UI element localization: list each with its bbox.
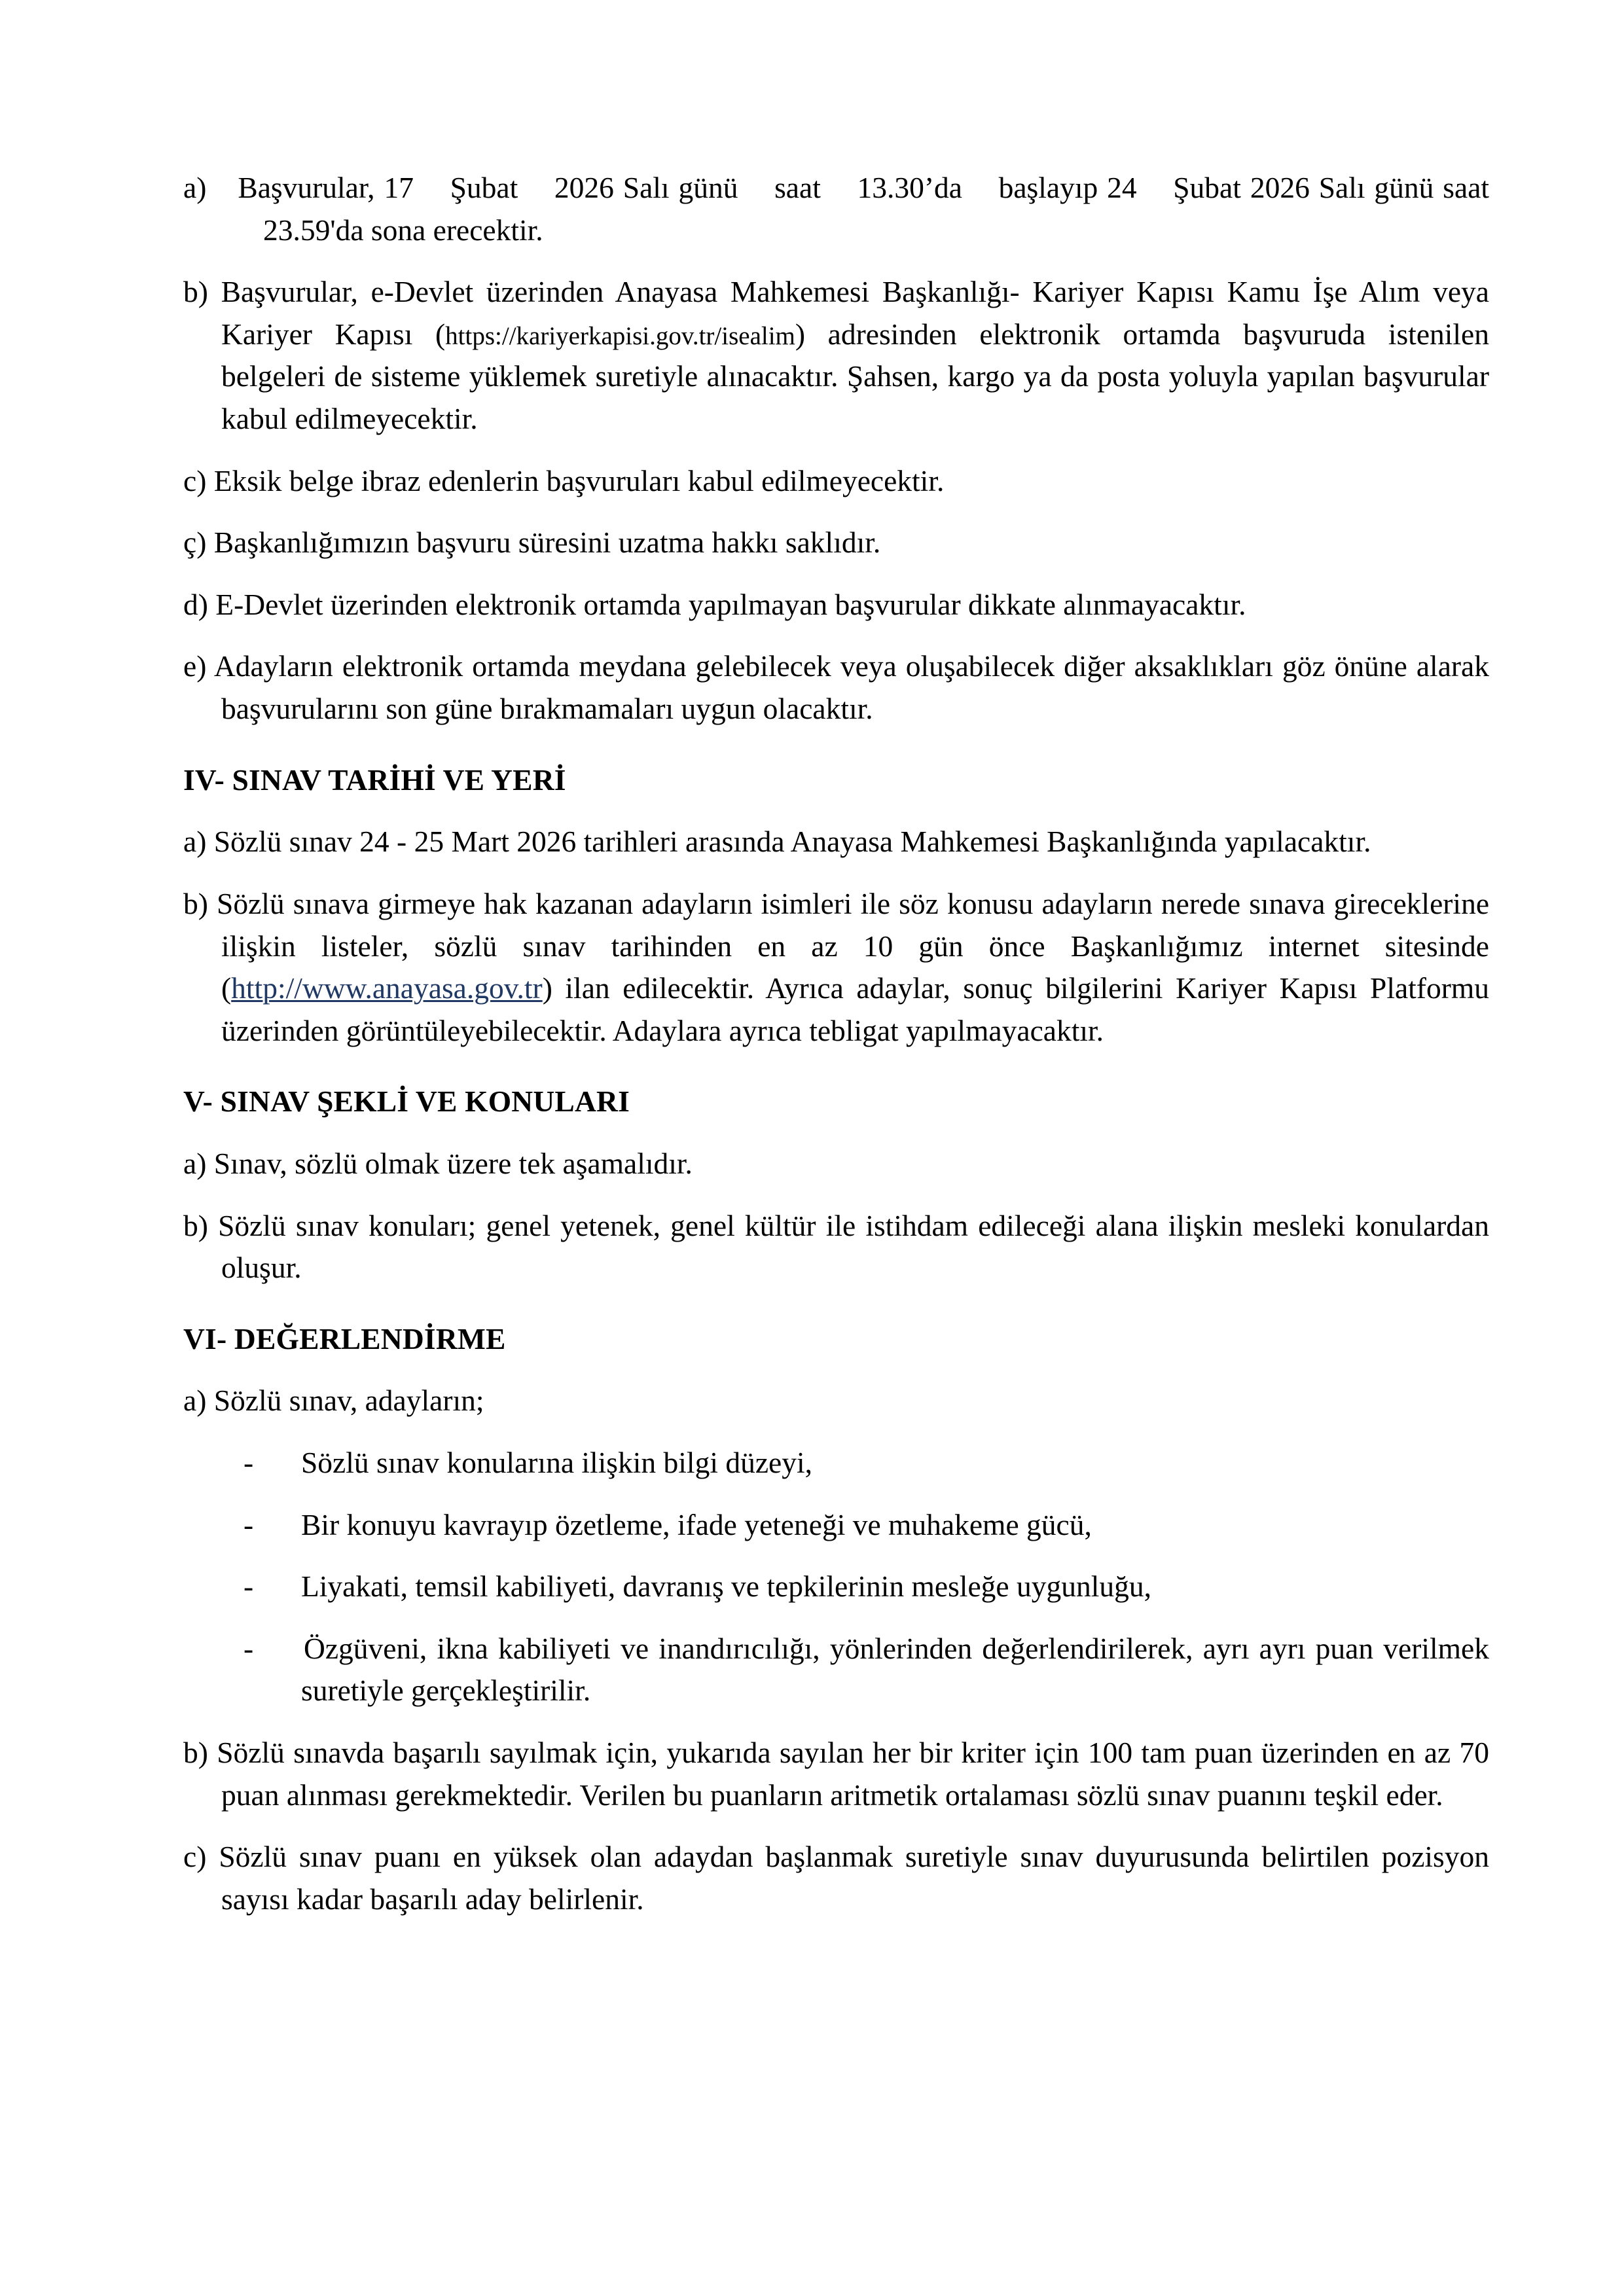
heading-section-vi: VI- DEĞERLENDİRME bbox=[183, 1321, 506, 1355]
application-d-text: E-Devlet üzerinden elektronik ortamda yapılmayan başvurular dikkate alınmayacaktır. bbox=[215, 587, 1246, 621]
paragraph-application-d bbox=[183, 584, 1489, 626]
list-marker-vi-b: b) bbox=[183, 1736, 208, 1770]
criteria-text-2: Bir konuyu kavrayıp özetleme, ifade yeteneği ve muhakeme gücü, bbox=[301, 1507, 1092, 1541]
vi-b-text: Sözlü sınavda başarılı sayılmak için, yukarıda sayılan her bir kriter için 100 tam puan üzerinden en az 70 puan alınması gerekmektedir. Verilen bu puanların aritmetik ortalaması sözlü sınav puanını teşkil eder. bbox=[217, 1736, 1490, 1812]
v-b-text: Sözlü sınav konuları; genel yetenek, genel kültür ile istihdam edileceği alana ilişkin mesleki konulardan oluşur. bbox=[218, 1208, 1489, 1285]
list-item bbox=[183, 1504, 1489, 1547]
iv-b-text-before-url: Sözlü sınava girmeye hak kazanan adayların isimleri ile söz konusu adayların nerede sınava gireceklerine ilişkin listeler, sözlü sınav tarihinden en az 10 gün önce Başkanlığımız internet sitesinde ( bbox=[217, 886, 1490, 1005]
list-marker-vi-c: c) bbox=[183, 1840, 207, 1874]
list-item bbox=[183, 1628, 1489, 1712]
list-marker-e: e) bbox=[183, 649, 207, 683]
list-marker-v-b: b) bbox=[183, 1208, 208, 1242]
application-a-part2: Şubat bbox=[450, 171, 518, 204]
list-marker-v-a: a) bbox=[183, 1146, 207, 1180]
criteria-list bbox=[183, 1442, 1489, 1712]
document-body bbox=[183, 167, 1489, 1921]
list-marker-c-cedilla: ç) bbox=[183, 526, 207, 560]
paragraph-application-b bbox=[183, 271, 1489, 440]
iv-b-text-after-url: ) ilan edilecektir. Ayrıca adaylar, sonuç bilgilerini Kariyer Kapısı Platformu üzerinden görüntüleyebilecektir. Adaylara ayrıca tebligat yapılmayacaktır. bbox=[221, 971, 1489, 1047]
heading-section-v: V- SINAV ŞEKLİ VE KONULARI bbox=[183, 1085, 630, 1119]
iv-a-text: Sözlü sınav 24 - 25 Mart 2026 tarihleri arasında Anayasa Mahkemesi Başkanlığında yapılacaktır. bbox=[213, 825, 1371, 859]
application-b-text-after-url: ) adresinden elektronik ortamda başvuruda istenilen belgeleri de sisteme yüklemek suretiyle alınacaktır. Şahsen, kargo ya da posta yoluyla yapılan başvurular kabul edilmeyecektir. bbox=[221, 317, 1489, 436]
application-e-text: Adayların elektronik ortamda meydana gelebilecek veya oluşabilecek diğer aksaklıkları göz önüne alarak başvurularını son güne bırakmamaları uygun olacaktır. bbox=[213, 649, 1489, 726]
paragraph-application-c bbox=[183, 460, 1489, 503]
application-c-cedilla-text: Başkanlığımızın başvuru süresini uzatma hakkı saklıdır. bbox=[213, 526, 881, 560]
paragraph-application-a bbox=[183, 167, 1489, 251]
list-item bbox=[183, 1566, 1489, 1608]
criteria-text-3: Liyakati, temsil kabiliyeti, davranış ve tepkilerinin mesleğe uygunluğu, bbox=[301, 1570, 1151, 1604]
criteria-text-4: Özgüveni, ikna kabiliyeti ve inandırıcılığı, yönlerinden değerlendirilerek, ayrı ayrı puan verilmek suretiyle gerçekleştirilir. bbox=[301, 1631, 1489, 1708]
vi-c-text: Sözlü sınav puanı en yüksek olan adaydan başlanmak suretiyle sınav duyurusunda belirtilen pozisyon sayısı kadar başarılı aday belirlenir. bbox=[219, 1840, 1490, 1916]
application-b-text-before-url: Başvurular, e-Devlet üzerinden Anayasa Mahkemesi Başkanlığı- Kariyer Kapısı Kamu İşe Alım veya Kariyer Kapısı ( bbox=[221, 275, 1489, 351]
dash-bullet-icon: - bbox=[244, 1446, 254, 1480]
list-marker-d: d) bbox=[183, 587, 208, 621]
application-a-part4: saat bbox=[774, 171, 821, 204]
list-item bbox=[183, 1442, 1489, 1484]
list-marker-b: b) bbox=[183, 275, 208, 309]
application-a-part8: 2026 Salı günü saat 23.59'da sona erecektir. bbox=[263, 171, 1490, 247]
heading-section-iv: IV- SINAV TARİHİ VE YERİ bbox=[183, 762, 566, 797]
paragraph-vi-c bbox=[183, 1836, 1489, 1920]
paragraph-application-e bbox=[183, 645, 1489, 730]
list-marker-iv-b: b) bbox=[183, 886, 208, 920]
dash-bullet-icon: - bbox=[244, 1570, 254, 1604]
list-marker-c: c) bbox=[183, 463, 207, 497]
application-a-part6: başlayıp 24 bbox=[998, 171, 1137, 204]
list-marker-vi-a: a) bbox=[183, 1384, 207, 1418]
dash-bullet-icon: - bbox=[244, 1507, 254, 1541]
dash-bullet-icon: - bbox=[244, 1631, 254, 1665]
paragraph-application-c-cedilla bbox=[183, 522, 1489, 564]
application-a-part5: 13.30’da bbox=[857, 171, 962, 204]
criteria-text-1: Sözlü sınav konularına ilişkin bilgi düzeyi, bbox=[301, 1446, 812, 1480]
application-a-part1: Başvurular, 17 bbox=[238, 171, 414, 204]
paragraph-vi-b bbox=[183, 1732, 1489, 1816]
paragraph-v-a bbox=[183, 1143, 1489, 1185]
paragraph-iv-a bbox=[183, 821, 1489, 863]
paragraph-vi-a bbox=[183, 1380, 1489, 1422]
application-a-part7: Şubat bbox=[1173, 171, 1241, 204]
paragraph-v-b bbox=[183, 1205, 1489, 1289]
v-a-text: Sınav, sözlü olmak üzere tek aşamalıdır. bbox=[213, 1146, 693, 1180]
anayasa-website-link[interactable]: http://www.anayasa.gov.tr bbox=[231, 971, 543, 1005]
list-marker-a: a) bbox=[183, 171, 207, 204]
list-marker-iv-a: a) bbox=[183, 825, 207, 859]
vi-a-text: Sözlü sınav, adayların; bbox=[213, 1384, 484, 1418]
application-a-part3: 2026 Salı günü bbox=[554, 171, 738, 204]
application-c-text: Eksik belge ibraz edenlerin başvuruları kabul edilmeyecektir. bbox=[213, 463, 945, 497]
kariyerkapisi-url[interactable]: https://kariyerkapisi.gov.tr/isealim bbox=[445, 321, 795, 350]
paragraph-iv-b bbox=[183, 883, 1489, 1052]
